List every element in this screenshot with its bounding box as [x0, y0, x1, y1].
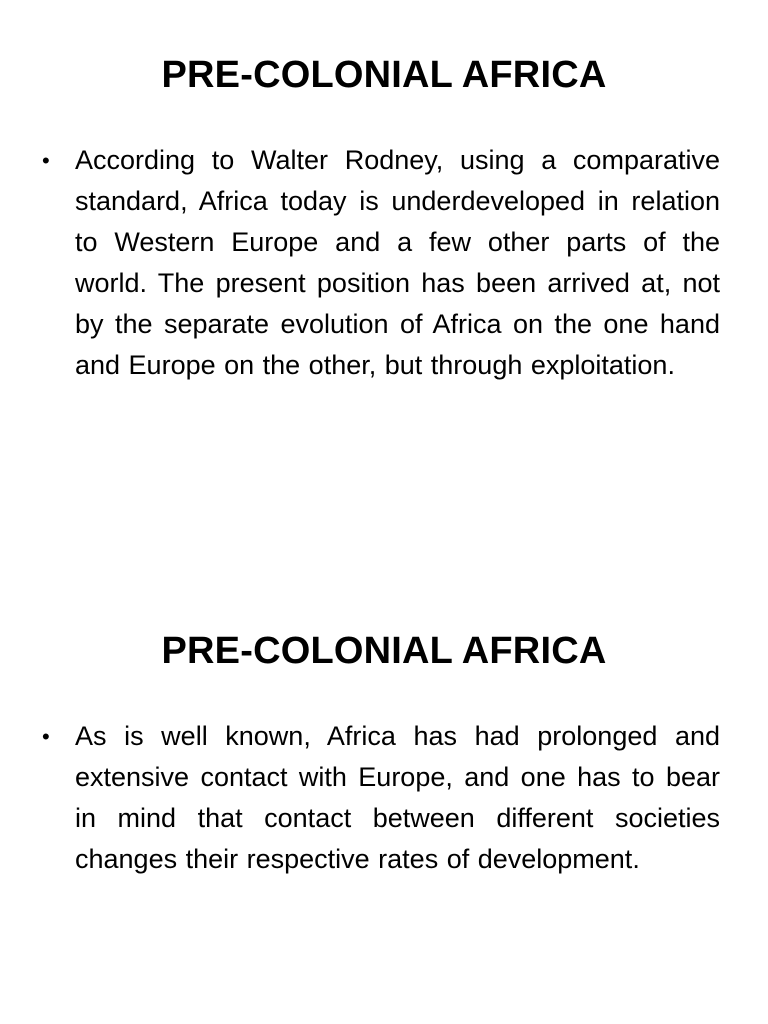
- bullet-icon: •: [42, 724, 50, 749]
- bullet-list: [42, 716, 720, 880]
- bullet-icon: •: [42, 148, 50, 173]
- slide-title: PRE-COLONIAL AFRICA: [161, 630, 607, 672]
- bullet-list: [42, 140, 720, 386]
- slide-title: PRE-COLONIAL AFRICA: [161, 54, 607, 96]
- bullet-text: According to Walter Rodney, using a comparative standard, Africa today is underdeveloped in relation to Western Europe and a few other parts of the world. The present position has been arrived at, not by the separate evolution of Africa on the one hand and Europe on the other, but through exploitation.: [75, 145, 720, 380]
- slide-2: [0, 512, 768, 1024]
- bullet-item: [42, 140, 720, 386]
- bullet-item: [42, 716, 720, 880]
- bullet-text: As is well known, Africa has had prolonged and extensive contact with Europe, and one has to bear in mind that contact between different societies changes their respective rates of development.: [75, 721, 720, 874]
